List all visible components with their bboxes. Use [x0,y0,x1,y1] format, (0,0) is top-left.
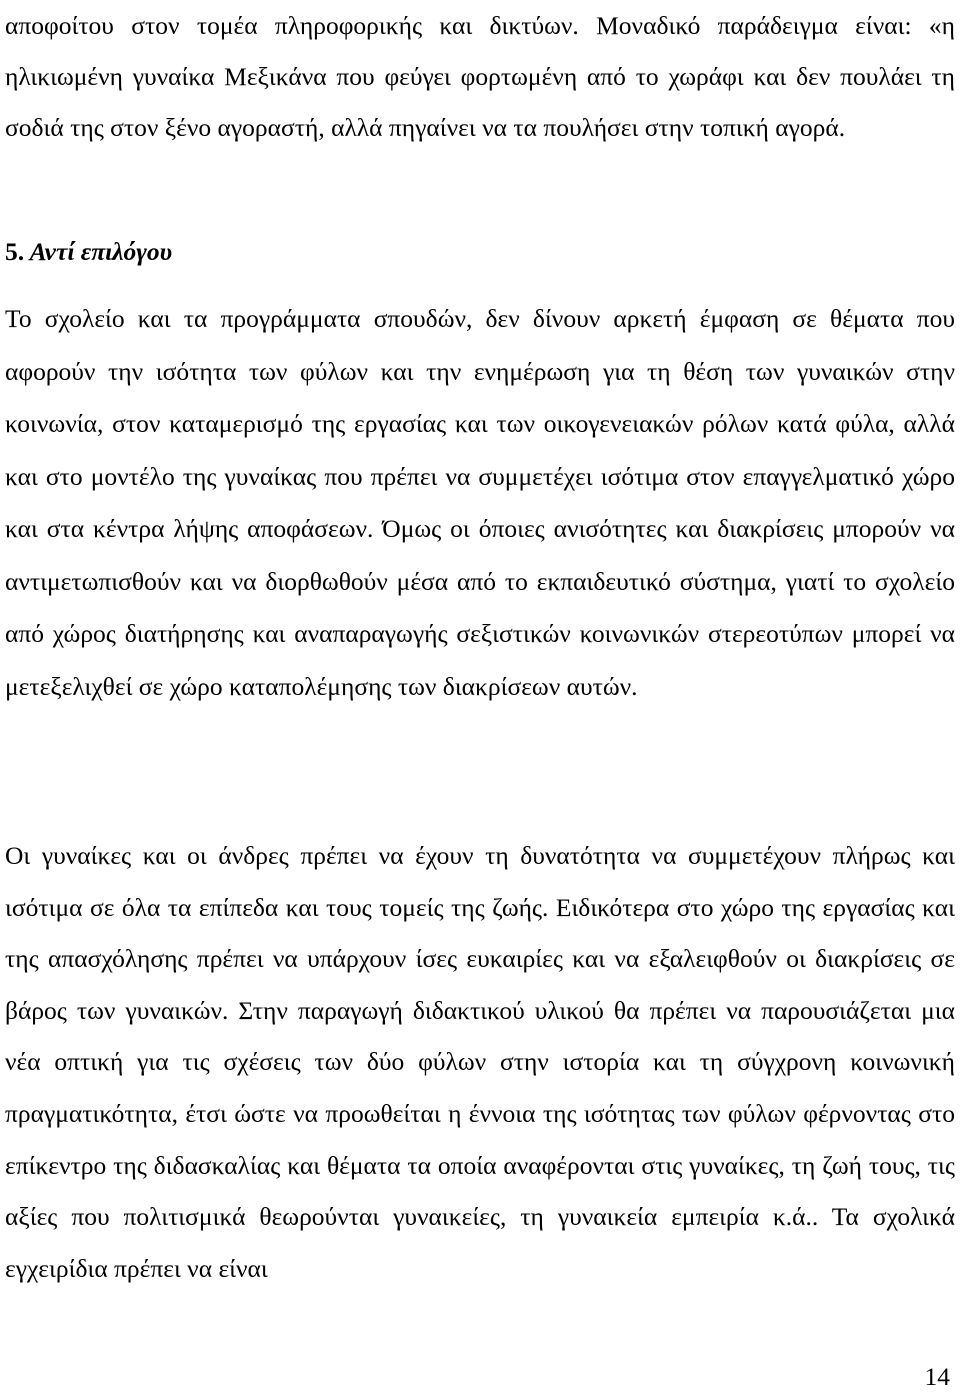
page-number: 14 [924,1362,950,1391]
section-number: 5. [5,237,25,266]
section-title: Αντί επιλόγου [29,237,173,266]
section-heading [5,232,955,272]
body-paragraph-2: Οι γυναίκες και οι άνδρες πρέπει να έχουν τη δυνατότητα να συμμετέχουν πλήρως και ισότιμα σε όλα τα επίπεδα και τους τομείς της ζωής. Ειδικότερα στο χώρο της εργασίας και της απασχόλησης πρέπει να υπάρχουν ίσες ευκαιρίες και να εξαλειφθούν οι διακρίσεις σε βάρος των γυναικών. Στην παραγωγή διδακτικού υλικού θα πρέπει να παρουσιάζεται μια νέα οπτική για τις σχέσεις των δύο φύλων στην ιστορία και τη σύγχρονη κοινωνική πραγματικότητα, έτσι ώστε να προωθείται η έννοια της ισότητας των φύλων φέρνοντας στο επίκεντρο της διδασκαλίας και θέματα τα οποία αναφέρονται στις γυναίκες, τη ζωή τους, τις αξίες που πολιτισμικά θεωρούνται γυναικείες, τη γυναικεία εμπειρία κ.ά.. Τα σχολικά εγχειρίδια πρέπει να είναι [5,841,955,1283]
body-paragraph-1: Το σχολείο και τα προγράμματα σπουδών, δεν δίνουν αρκετή έμφαση σε θέματα που αφορούν την ισότητα των φύλων και την ενημέρωση για τη θέση των γυναικών στην κοινωνία, στον καταμερισμό της εργασίας και των οικογενειακών ρόλων κατά φύλα, αλλά και στο μοντέλο της γυναίκας που πρέπει να συμμετέχει ισότιμα στον επαγγελματικό χώρο και στα κέντρα λήψης αποφάσεων. Όμως οι όποιες ανισότητες και διακρίσεις μπορούν να αντιμετωπισθούν και να διορθωθούν μέσα από το εκπαιδευτικό σύστημα, γιατί το σχολείο από χώρος διατήρησης και αναπαραγωγής σεξιστικών κοινωνικών στερεοτύπων μπορεί να μετεξελιχθεί σε χώρο καταπολέμησης των διακρίσεων αυτών. [5,304,955,701]
intro-paragraph: αποφοίτου στον τομέα πληροφορικής και δικτύων. Μοναδικό παράδειγμα είναι: «η ηλικιωμένη γυναίκα Μεξικάνα που φεύγει φορτωμένη από το χωράφι και δεν πουλάει τη σοδιά της στον ξένο αγοραστή, αλλά πηγαίνει να τα πουλήσει στην τοπική αγορά. [5,11,955,142]
document-page [5,0,955,1394]
